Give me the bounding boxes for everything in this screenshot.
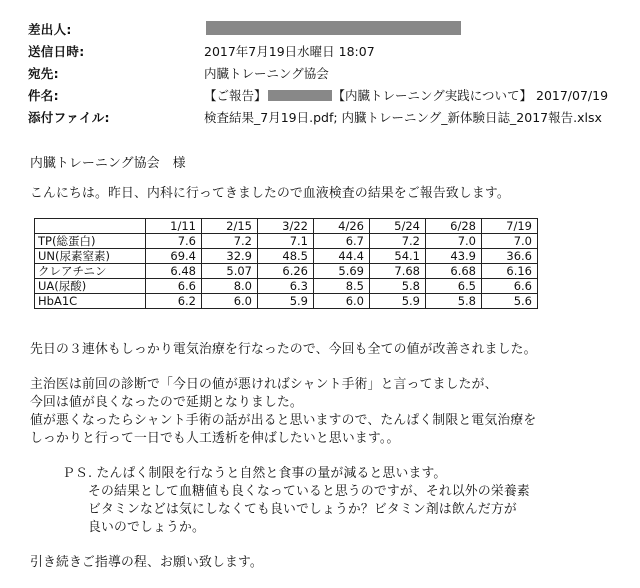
- attachments-row: [0, 108, 640, 128]
- value-cell: 7.68: [370, 264, 426, 279]
- value-cell: 6.26: [258, 264, 314, 279]
- row-label: HbA1C: [35, 294, 146, 309]
- attachments-value[interactable]: 検査結果_7月19日.pdf; 内臓トレーニング_新体験日誌_2017報告.xlsx: [204, 110, 602, 125]
- ps-line: ビタミンなどは気にしなくても良いでしょうか？ビタミン剤は飲んだ方が: [88, 502, 517, 517]
- attachments-label: 添付ファイル:: [28, 110, 110, 125]
- value-cell: 5.69: [314, 264, 370, 279]
- value-cell: 54.1: [370, 249, 426, 264]
- value-cell: 5.9: [370, 294, 426, 309]
- date-label: 送信日時:: [28, 44, 85, 59]
- row-label: UA(尿酸): [35, 279, 146, 294]
- doctor-paragraph-line: 今回は値が良くなったので延期となりました。: [30, 395, 303, 410]
- value-cell: 6.7: [314, 234, 370, 249]
- value-cell: 44.4: [314, 249, 370, 264]
- date-cell: 4/26: [314, 219, 370, 234]
- to-label: 宛先:: [28, 66, 59, 81]
- value-cell: 6.0: [314, 294, 370, 309]
- doctor-paragraph-line: しっかりと行って一日でも人工透析を伸ばしたいと思います。。: [30, 431, 400, 446]
- value-cell: 5.9: [258, 294, 314, 309]
- date-cell: 5/24: [370, 219, 426, 234]
- table-row: [35, 279, 538, 294]
- subject-value: [204, 86, 608, 104]
- date-cell: 6/28: [426, 219, 482, 234]
- value-cell: 6.68: [426, 264, 482, 279]
- ps-line: その結果として血糖値も良くなっていると思うのですが、それ以外の栄養素: [88, 484, 530, 499]
- intro-text: こんにちは。昨日、内科に行ってきましたので血液検査の結果をご報告致します。: [30, 186, 510, 201]
- subject-prefix: 【ご報告】: [204, 88, 267, 103]
- value-cell: 8.5: [314, 279, 370, 294]
- value-cell: 7.6: [146, 234, 202, 249]
- date-cell: 1/11: [146, 219, 202, 234]
- blood-test-table: [34, 218, 538, 309]
- subject-label: 件名:: [28, 88, 59, 103]
- value-cell: 7.0: [426, 234, 482, 249]
- value-cell: 6.6: [482, 279, 538, 294]
- value-cell: 32.9: [202, 249, 258, 264]
- value-cell: 6.0: [202, 294, 258, 309]
- date-cell: 3/22: [258, 219, 314, 234]
- ps-line: 良いのでしょうか。: [88, 520, 205, 535]
- table-corner-cell: [35, 219, 146, 234]
- value-cell: 6.5: [426, 279, 482, 294]
- value-cell: 7.2: [370, 234, 426, 249]
- value-cell: 5.8: [370, 279, 426, 294]
- to-value: 内臓トレーニング協会: [204, 66, 329, 81]
- row-label: UN(尿素窒素): [35, 249, 146, 264]
- table-row: [35, 234, 538, 249]
- ps-line: ＰＳ. たんぱく制限を行なうと自然と食事の量が減ると思います。: [62, 466, 447, 481]
- table-row: [35, 249, 538, 264]
- date-row: [0, 42, 640, 62]
- value-cell: 6.16: [482, 264, 538, 279]
- value-cell: 6.3: [258, 279, 314, 294]
- value-cell: 69.4: [146, 249, 202, 264]
- value-cell: 43.9: [426, 249, 482, 264]
- row-label: TP(総蛋白): [35, 234, 146, 249]
- value-cell: 8.0: [202, 279, 258, 294]
- table-row: [35, 294, 538, 309]
- value-cell: 48.5: [258, 249, 314, 264]
- sender-label: 差出人:: [28, 22, 72, 37]
- greeting: 内臓トレーニング協会 様: [30, 156, 186, 171]
- date-cell: 2/15: [202, 219, 258, 234]
- value-cell: 5.6: [482, 294, 538, 309]
- value-cell: 6.48: [146, 264, 202, 279]
- value-cell: 6.6: [146, 279, 202, 294]
- subject-rest: 【内臓トレーニング実践について】 2017/07/19: [332, 88, 609, 103]
- value-cell: 6.2: [146, 294, 202, 309]
- value-cell: 7.1: [258, 234, 314, 249]
- subject-row: [0, 86, 640, 106]
- redacted-subject-name: [268, 90, 332, 101]
- result-paragraph: 先日の３連休もしっかり電気治療を行なったので、今回も全ての値が改善されました。: [30, 342, 537, 357]
- value-cell: 5.07: [202, 264, 258, 279]
- table-row: [35, 264, 538, 279]
- redacted-sender: [206, 21, 461, 35]
- doctor-paragraph-line: 値が悪くなったらシャント手術の話が出ると思いますので、たんぱく制限と電気治療を: [30, 413, 537, 428]
- value-cell: 7.2: [202, 234, 258, 249]
- table-header-row: [35, 219, 538, 234]
- doctor-paragraph-line: 主治医は前回の診断で「今日の値が悪ければシャント手術」と言ってましたが、: [30, 377, 498, 392]
- to-row: [0, 64, 640, 84]
- closing-text: 引き続きご指導の程、お願い致します。: [30, 555, 263, 570]
- date-value: 2017年7月19日水曜日 18:07: [204, 44, 375, 59]
- value-cell: 7.0: [482, 234, 538, 249]
- value-cell: 36.6: [482, 249, 538, 264]
- value-cell: 5.8: [426, 294, 482, 309]
- date-cell: 7/19: [482, 219, 538, 234]
- row-label: クレアチニン: [35, 264, 146, 279]
